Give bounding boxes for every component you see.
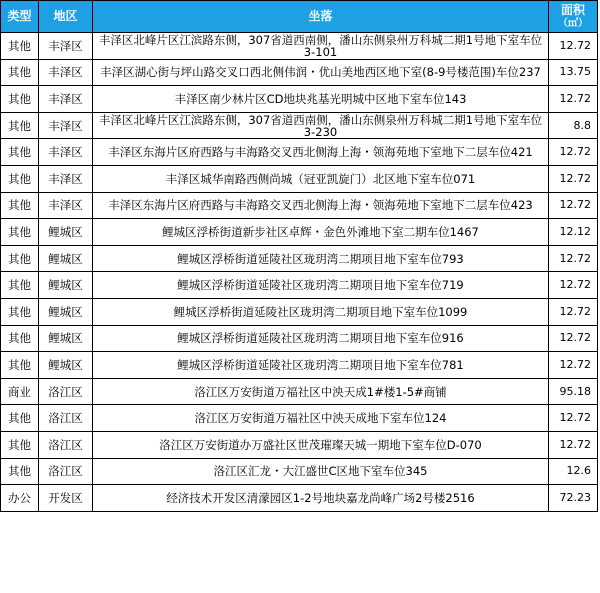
- cell-area: 12.72: [549, 272, 598, 299]
- cell-location: 经济技术开发区清濛园区1-2号地块嘉龙尚峰广场2号楼2516: [93, 485, 549, 512]
- cell-district: 鲤城区: [39, 272, 93, 299]
- cell-district: 洛江区: [39, 378, 93, 405]
- cell-location: 鲤城区浮桥街道延陵社区珑玥湾二期项目地下室车位781: [93, 352, 549, 379]
- table-row: [1, 485, 598, 512]
- table-row: [1, 431, 598, 458]
- cell-location: 洛江区汇龙・大江盛世C区地下室车位345: [93, 458, 549, 485]
- table-row: [1, 405, 598, 432]
- cell-area: 12.72: [549, 165, 598, 192]
- cell-district: 丰泽区: [39, 33, 93, 60]
- cell-location: 鲤城区浮桥街道新步社区卓辉・金色外滩地下室二期车位1467: [93, 219, 549, 246]
- cell-area: 12.72: [549, 86, 598, 113]
- cell-area: 12.72: [549, 431, 598, 458]
- table-body: [1, 33, 598, 512]
- cell-type: 其他: [1, 298, 39, 325]
- cell-type: 其他: [1, 219, 39, 246]
- header-area: [549, 1, 598, 33]
- header-area-label: 面积: [560, 2, 585, 17]
- cell-district: 鲤城区: [39, 219, 93, 246]
- table-row: [1, 325, 598, 352]
- cell-district: 洛江区: [39, 458, 93, 485]
- cell-type: 其他: [1, 33, 39, 60]
- table-header: [1, 1, 598, 33]
- table-row: [1, 245, 598, 272]
- cell-district: 丰泽区: [39, 86, 93, 113]
- cell-location: 洛江区万安街道办万盛社区世茂璀璨天城一期地下室车位D-070: [93, 431, 549, 458]
- cell-area: 12.72: [549, 139, 598, 166]
- cell-area: 12.6: [549, 458, 598, 485]
- table-row: [1, 378, 598, 405]
- cell-type: 其他: [1, 165, 39, 192]
- table-row: [1, 458, 598, 485]
- cell-type: 其他: [1, 431, 39, 458]
- table-row: [1, 272, 598, 299]
- cell-area: 95.18: [549, 378, 598, 405]
- table-row: [1, 86, 598, 113]
- cell-type: 其他: [1, 139, 39, 166]
- cell-district: 鲤城区: [39, 352, 93, 379]
- cell-area: 12.72: [549, 298, 598, 325]
- cell-type: 其他: [1, 325, 39, 352]
- cell-location: 鲤城区浮桥街道延陵社区珑玥湾二期项目地下室车位1099: [93, 298, 549, 325]
- header-area-unit: （㎡）: [558, 17, 588, 29]
- cell-type: 其他: [1, 192, 39, 219]
- table-row: [1, 59, 598, 86]
- cell-location: 丰泽区北峰片区江滨路东侧，307省道西南侧，潘山东侧泉州万科城二期1号地下室车位3-230: [93, 112, 549, 139]
- cell-district: 洛江区: [39, 405, 93, 432]
- cell-area: 12.12: [549, 219, 598, 246]
- cell-area: 13.75: [549, 59, 598, 86]
- cell-type: 其他: [1, 112, 39, 139]
- cell-area: 12.72: [549, 33, 598, 60]
- cell-district: 丰泽区: [39, 165, 93, 192]
- table-row: [1, 298, 598, 325]
- header-location: 坐落: [93, 1, 549, 33]
- cell-type: 其他: [1, 86, 39, 113]
- header-district: 地区: [39, 1, 93, 33]
- table-row: [1, 192, 598, 219]
- cell-location: 丰泽区南少林片区CD地块兆基光明城中区地下室车位143: [93, 86, 549, 113]
- cell-area: 8.8: [549, 112, 598, 139]
- cell-area: 12.72: [549, 352, 598, 379]
- cell-location: 洛江区万安街道万福社区中泱天成地下室车位124: [93, 405, 549, 432]
- cell-district: 丰泽区: [39, 192, 93, 219]
- cell-type: 其他: [1, 59, 39, 86]
- cell-type: 其他: [1, 272, 39, 299]
- cell-location: 丰泽区城华南路西侧尚城（冠亚凯旋门）北区地下室车位071: [93, 165, 549, 192]
- cell-area: 12.72: [549, 325, 598, 352]
- cell-location: 鲤城区浮桥街道延陵社区珑玥湾二期项目地下室车位793: [93, 245, 549, 272]
- cell-area: 72.23: [549, 485, 598, 512]
- cell-area: 12.72: [549, 405, 598, 432]
- cell-location: 鲤城区浮桥街道延陵社区珑玥湾二期项目地下室车位916: [93, 325, 549, 352]
- cell-district: 丰泽区: [39, 59, 93, 86]
- table-row: [1, 352, 598, 379]
- table-row: [1, 139, 598, 166]
- cell-district: 鲤城区: [39, 298, 93, 325]
- cell-district: 丰泽区: [39, 112, 93, 139]
- cell-location: 丰泽区东海片区府西路与丰海路交叉西北侧海上海・领海苑地下室地下二层车位421: [93, 139, 549, 166]
- table-row: [1, 219, 598, 246]
- header-type: 类型: [1, 1, 39, 33]
- cell-location: 丰泽区湖心街与坪山路交叉口西北侧伟润・优山美地西区地下室(8-9号楼范围)车位237: [93, 59, 549, 86]
- cell-district: 洛江区: [39, 431, 93, 458]
- cell-location: 洛江区万安街道万福社区中泱天成1#楼1-5#商铺: [93, 378, 549, 405]
- cell-type: 其他: [1, 458, 39, 485]
- table-row: [1, 33, 598, 60]
- table-row: [1, 112, 598, 139]
- header-row: [1, 1, 598, 33]
- cell-type: 其他: [1, 352, 39, 379]
- cell-district: 鲤城区: [39, 325, 93, 352]
- cell-type: 其他: [1, 405, 39, 432]
- cell-location: 鲤城区浮桥街道延陵社区珑玥湾二期项目地下室车位719: [93, 272, 549, 299]
- cell-location: 丰泽区东海片区府西路与丰海路交叉西北侧海上海・领海苑地下室地下二层车位423: [93, 192, 549, 219]
- cell-district: 开发区: [39, 485, 93, 512]
- cell-type: 其他: [1, 245, 39, 272]
- cell-district: 鲤城区: [39, 245, 93, 272]
- cell-type: 办公: [1, 485, 39, 512]
- cell-area: 12.72: [549, 245, 598, 272]
- cell-type: 商业: [1, 378, 39, 405]
- cell-location: 丰泽区北峰片区江滨路东侧，307省道西南侧，潘山东侧泉州万科城二期1号地下室车位3-101: [93, 33, 549, 60]
- cell-area: 12.72: [549, 192, 598, 219]
- table-row: [1, 165, 598, 192]
- cell-district: 丰泽区: [39, 139, 93, 166]
